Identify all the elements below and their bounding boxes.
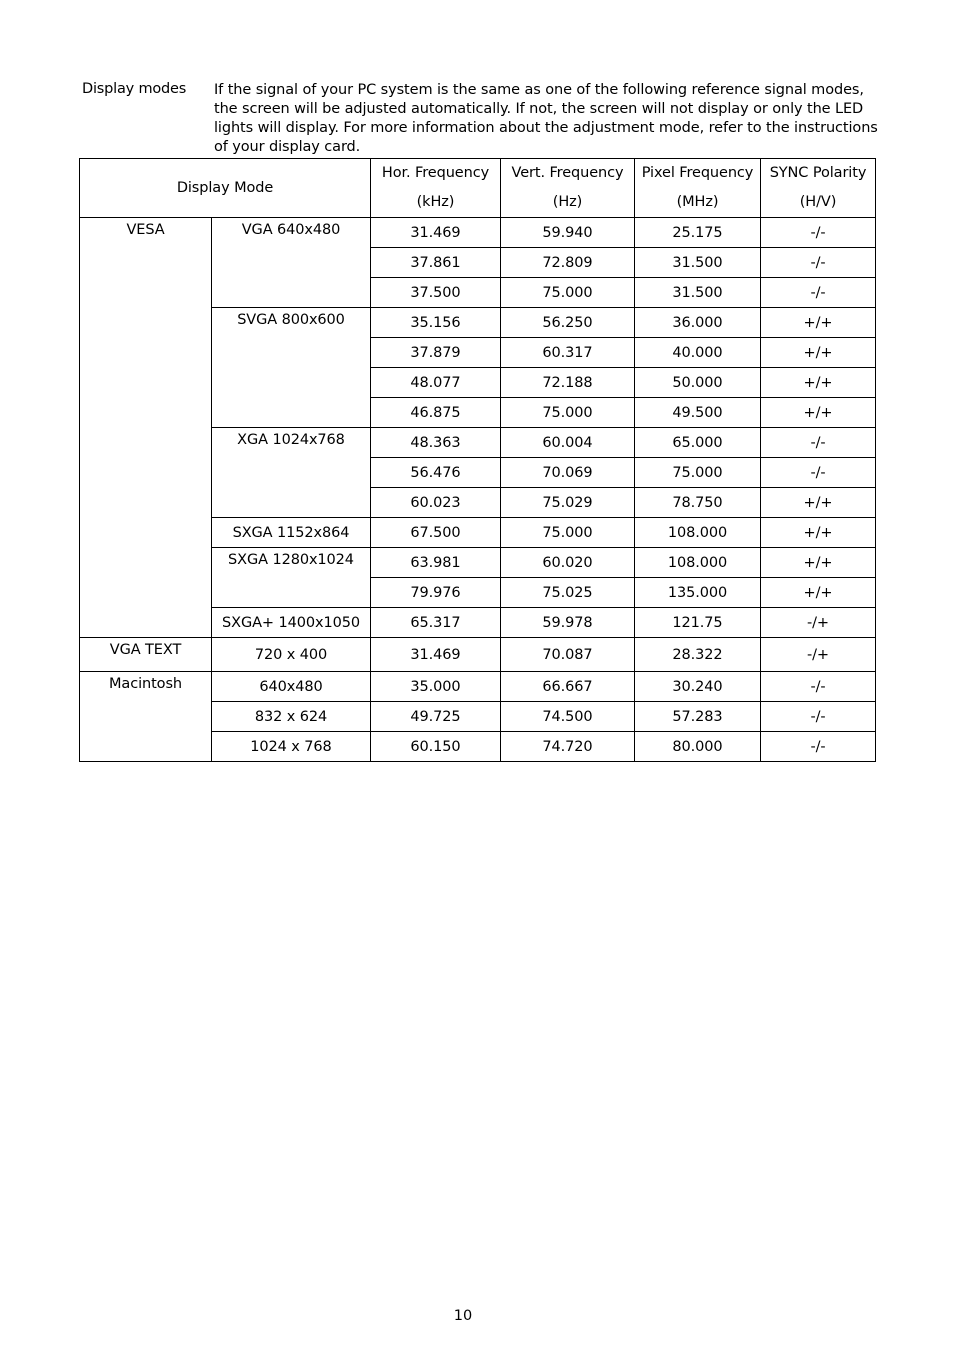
vert-cell: 75.000: [501, 398, 635, 428]
sync-cell: -/-: [761, 702, 876, 732]
mode-name-cell: SXGA+ 1400x1050: [212, 608, 371, 638]
mode-name-cell: SVGA 800x600: [212, 308, 371, 428]
hor-cell: 37.500: [371, 278, 501, 308]
header-vert-frequency: [501, 159, 635, 218]
sync-cell: +/+: [761, 488, 876, 518]
vert-cell: 60.004: [501, 428, 635, 458]
pixel-cell: 31.500: [635, 248, 761, 278]
table-header-row: [80, 159, 876, 218]
pixel-cell: 30.240: [635, 672, 761, 702]
sync-cell: +/+: [761, 338, 876, 368]
pixel-cell: 50.000: [635, 368, 761, 398]
table-row: [80, 638, 876, 672]
pixel-cell: 108.000: [635, 548, 761, 578]
mode-name-cell: VGA 640x480: [212, 218, 371, 308]
pixel-cell: 25.175: [635, 218, 761, 248]
pixel-cell: 36.000: [635, 308, 761, 338]
sync-cell: -/-: [761, 732, 876, 762]
page-number: 10: [453, 1308, 473, 1324]
mode-name-cell: XGA 1024x768: [212, 428, 371, 518]
header-hor-frequency-unit: (kHz): [416, 194, 455, 210]
vert-cell: 59.978: [501, 608, 635, 638]
mode-name-cell: 832 x 624: [212, 702, 371, 732]
header-sync-polarity-label: SYNC Polarity: [769, 165, 867, 181]
header-vert-frequency-label: Vert. Frequency: [511, 165, 624, 181]
pixel-cell: 108.000: [635, 518, 761, 548]
header-pixel-frequency: [635, 159, 761, 218]
pixel-cell: 57.283: [635, 702, 761, 732]
hor-cell: 79.976: [371, 578, 501, 608]
sync-cell: +/+: [761, 548, 876, 578]
header-hor-frequency-label: Hor. Frequency: [381, 165, 490, 181]
hor-cell: 35.156: [371, 308, 501, 338]
hor-cell: 46.875: [371, 398, 501, 428]
mode-name-cell: SXGA 1152x864: [212, 518, 371, 548]
header-pixel-frequency-unit: (MHz): [676, 194, 719, 210]
vert-cell: 59.940: [501, 218, 635, 248]
hor-cell: 65.317: [371, 608, 501, 638]
hor-cell: 60.023: [371, 488, 501, 518]
hor-cell: 60.150: [371, 732, 501, 762]
group-name-cell: VESA: [80, 218, 212, 638]
vert-cell: 60.020: [501, 548, 635, 578]
pixel-cell: 135.000: [635, 578, 761, 608]
pixel-cell: 65.000: [635, 428, 761, 458]
vert-cell: 72.809: [501, 248, 635, 278]
hor-cell: 48.363: [371, 428, 501, 458]
sync-cell: -/+: [761, 638, 876, 672]
pixel-cell: 40.000: [635, 338, 761, 368]
display-modes-table: [79, 158, 876, 762]
vert-cell: 74.500: [501, 702, 635, 732]
pixel-cell: 121.75: [635, 608, 761, 638]
mode-name-cell: 1024 x 768: [212, 732, 371, 762]
sync-cell: -/-: [761, 248, 876, 278]
header-display-mode: Display Mode: [80, 159, 371, 218]
hor-cell: 31.469: [371, 638, 501, 672]
hor-cell: 67.500: [371, 518, 501, 548]
sync-cell: +/+: [761, 518, 876, 548]
vert-cell: 75.025: [501, 578, 635, 608]
header-pixel-frequency-label: Pixel Frequency: [641, 165, 754, 181]
group-name-cell: Macintosh: [80, 672, 212, 762]
mode-name-cell: 720 x 400: [212, 638, 371, 672]
pixel-cell: 31.500: [635, 278, 761, 308]
mode-name-cell: 640x480: [212, 672, 371, 702]
vert-cell: 66.667: [501, 672, 635, 702]
intro-paragraph: If the signal of your PC system is the same as one of the following reference signal modes, the screen will be adjusted automatically. If not, the screen will not display or only the LED lights will display. For more information about the adjustment mode, refer to the instructions of your display card.: [214, 82, 878, 155]
mode-name-cell: SXGA 1280x1024: [212, 548, 371, 608]
hor-cell: 37.879: [371, 338, 501, 368]
hor-cell: 48.077: [371, 368, 501, 398]
sync-cell: -/-: [761, 458, 876, 488]
hor-cell: 49.725: [371, 702, 501, 732]
vert-cell: 75.029: [501, 488, 635, 518]
table-body: [80, 218, 876, 762]
hor-cell: 63.981: [371, 548, 501, 578]
vert-cell: 70.069: [501, 458, 635, 488]
header-hor-frequency: [371, 159, 501, 218]
header-sync-polarity-unit: (H/V): [799, 194, 837, 210]
pixel-cell: 75.000: [635, 458, 761, 488]
vert-cell: 56.250: [501, 308, 635, 338]
table-row: [80, 218, 876, 248]
sync-cell: -/-: [761, 672, 876, 702]
pixel-cell: 78.750: [635, 488, 761, 518]
section-label: Display modes: [82, 81, 187, 97]
sync-cell: +/+: [761, 578, 876, 608]
vert-cell: 70.087: [501, 638, 635, 672]
pixel-cell: 49.500: [635, 398, 761, 428]
sync-cell: +/+: [761, 398, 876, 428]
sync-cell: +/+: [761, 368, 876, 398]
vert-cell: 72.188: [501, 368, 635, 398]
header-sync-polarity: [761, 159, 876, 218]
sync-cell: -/+: [761, 608, 876, 638]
hor-cell: 37.861: [371, 248, 501, 278]
table-row: [80, 672, 876, 702]
sync-cell: +/+: [761, 308, 876, 338]
sync-cell: -/-: [761, 428, 876, 458]
vert-cell: 75.000: [501, 278, 635, 308]
vert-cell: 60.317: [501, 338, 635, 368]
hor-cell: 31.469: [371, 218, 501, 248]
pixel-cell: 80.000: [635, 732, 761, 762]
pixel-cell: 28.322: [635, 638, 761, 672]
hor-cell: 35.000: [371, 672, 501, 702]
vert-cell: 75.000: [501, 518, 635, 548]
hor-cell: 56.476: [371, 458, 501, 488]
group-name-cell: VGA TEXT: [80, 638, 212, 672]
sync-cell: -/-: [761, 278, 876, 308]
header-vert-frequency-unit: (Hz): [552, 194, 583, 210]
vert-cell: 74.720: [501, 732, 635, 762]
sync-cell: -/-: [761, 218, 876, 248]
